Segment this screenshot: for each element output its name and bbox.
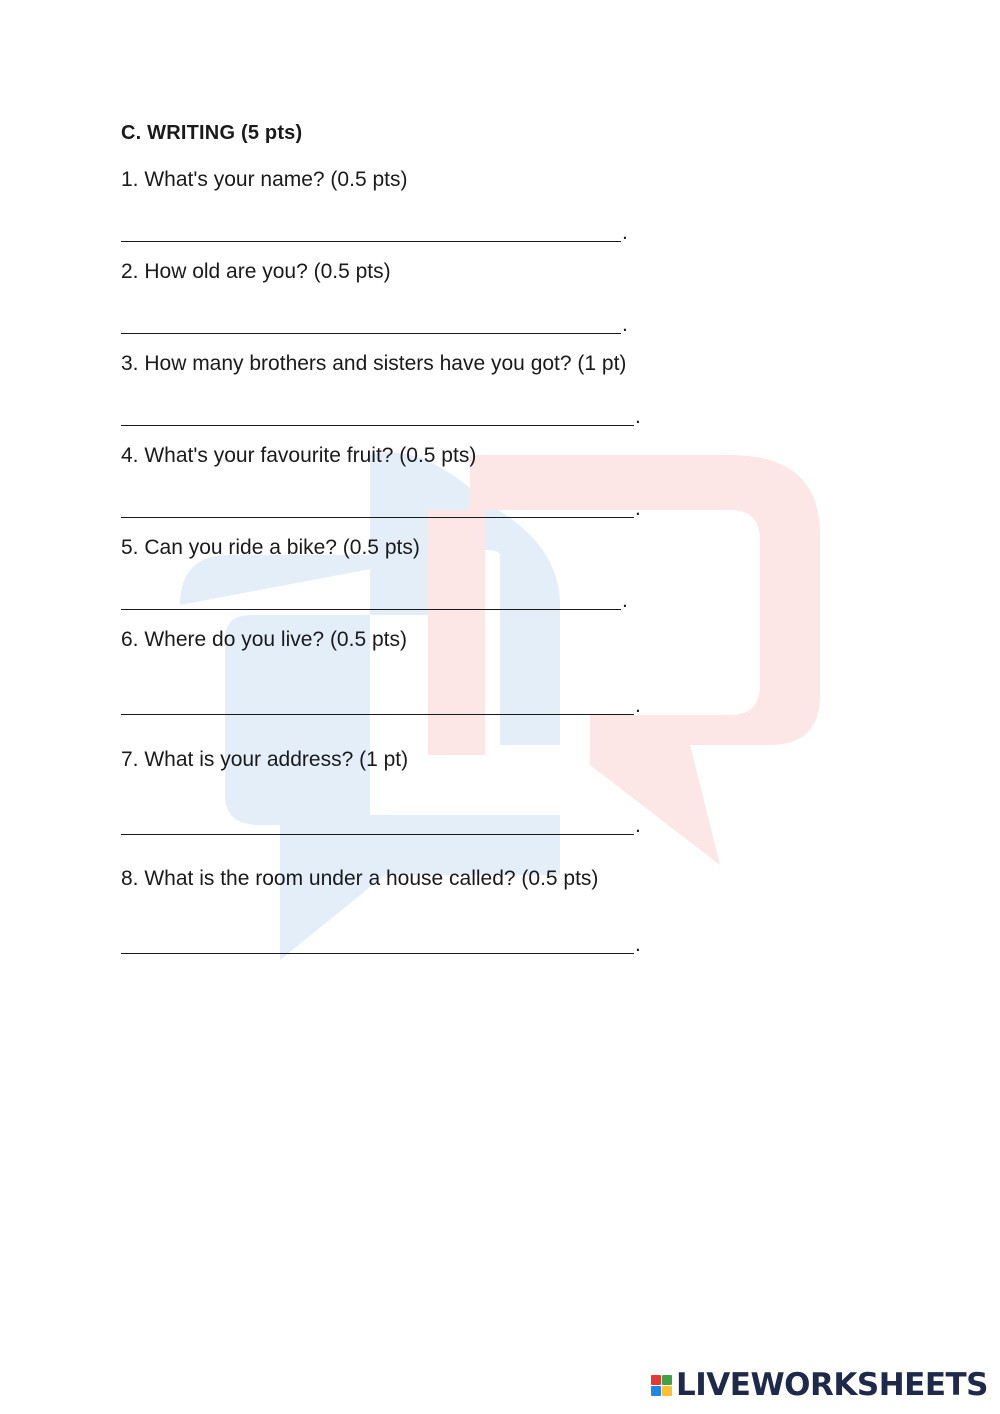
answer-line-6[interactable]: [121, 685, 641, 715]
logo-tile-yellow: [662, 1386, 672, 1396]
question-1: 1. What's your name? (0.5 pts): [121, 168, 408, 191]
answer-line-4[interactable]: [121, 488, 641, 518]
question-3: 3. How many brothers and sisters have you got? (1 pt): [121, 352, 627, 375]
question-5: 5. Can you ride a bike? (0.5 pts): [121, 536, 420, 559]
answer-period: .: [635, 694, 641, 717]
logo-tile-blue: [651, 1386, 661, 1396]
answer-period: .: [635, 814, 641, 837]
answer-blank[interactable]: [121, 925, 634, 954]
answer-period: .: [635, 497, 641, 520]
section-title: C. WRITING (5 pts): [121, 122, 303, 144]
answer-line-8[interactable]: [121, 924, 641, 954]
answer-line-7[interactable]: [121, 805, 641, 835]
question-4: 4. What's your favourite fruit? (0.5 pts): [121, 444, 477, 467]
question-7: 7. What is your address? (1 pt): [121, 748, 409, 771]
liveworksheets-brand: [651, 1367, 988, 1403]
answer-period: .: [635, 405, 641, 428]
answer-blank[interactable]: [121, 397, 634, 426]
answer-line-5[interactable]: [121, 580, 628, 610]
answer-blank[interactable]: [121, 305, 621, 334]
answer-period: .: [622, 221, 628, 244]
watermark-red-stem: [428, 510, 485, 755]
answer-period: .: [622, 313, 628, 336]
brand-name: LIVEWORKSHEETS: [676, 1367, 988, 1403]
liveworksheets-logo-icon: [651, 1375, 672, 1396]
answer-line-1[interactable]: [121, 212, 628, 242]
question-2: 2. How old are you? (0.5 pts): [121, 260, 391, 283]
answer-blank[interactable]: [121, 489, 634, 518]
answer-blank[interactable]: [121, 686, 634, 715]
answer-blank[interactable]: [121, 581, 621, 610]
answer-line-3[interactable]: [121, 396, 641, 426]
answer-blank[interactable]: [121, 213, 621, 242]
logo-tile-green: [662, 1375, 672, 1385]
answer-period: .: [622, 589, 628, 612]
question-6: 6. Where do you live? (0.5 pts): [121, 628, 407, 651]
question-8: 8. What is the room under a house called? (0.5 pts): [121, 867, 599, 890]
answer-period: .: [635, 933, 641, 956]
answer-blank[interactable]: [121, 806, 634, 835]
logo-tile-red: [651, 1375, 661, 1385]
answer-line-2[interactable]: [121, 304, 628, 334]
